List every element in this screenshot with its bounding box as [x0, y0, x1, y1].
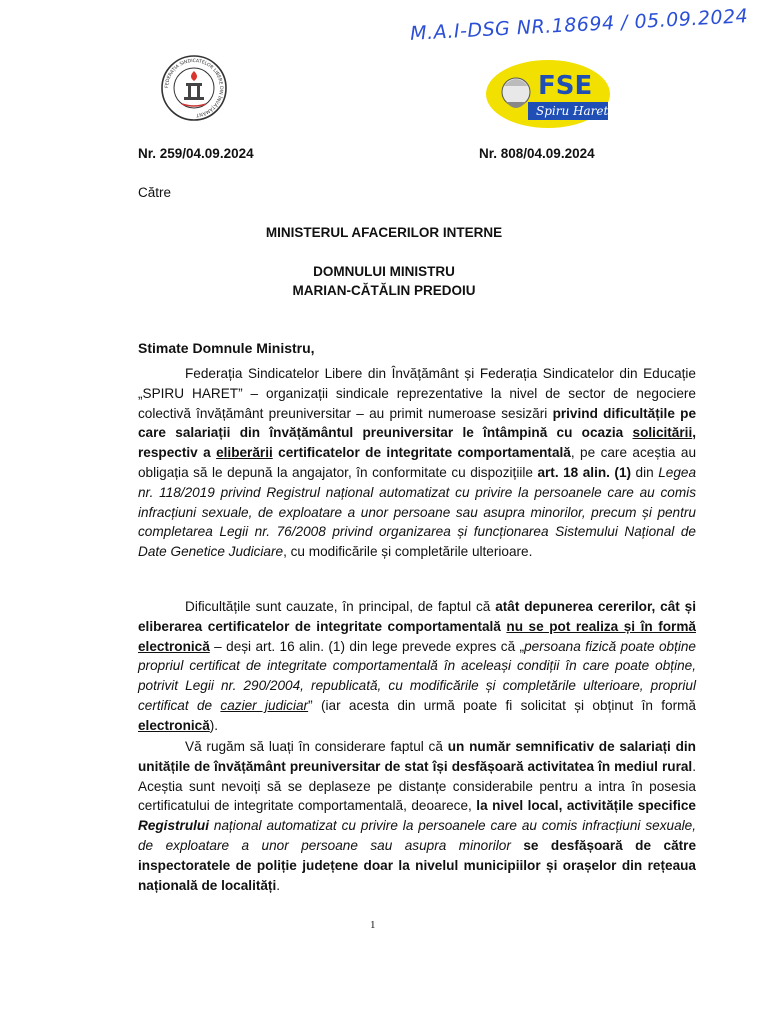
fse-spiru-haret-logo: [484, 58, 612, 130]
registry-number-left: Nr. 259/04.09.2024: [138, 146, 254, 161]
spiru-haret-text: Spiru Haret: [536, 104, 609, 118]
addressee-label: Către: [138, 185, 172, 200]
federation-seal-logo: [160, 54, 228, 122]
fse-text: FSE: [538, 71, 593, 101]
svg-text:FEDERAȚIA SINDICATELOR LIBERE: [164, 58, 224, 118]
salutation: Stimate Domnule Ministru,: [138, 340, 315, 356]
registry-number-right: Nr. 808/04.09.2024: [479, 146, 595, 161]
paragraph-3: Vă rugăm să luați în considerare faptul că un număr semnificativ de salariați din unitățile de învățământ preuniversitar de stat își desfășoară activitatea în mediul rural. Aceștia sunt nevoiți să se deplaseze pe distanțe considerabile pentru a intra în posesia certificatului de integritate comportamentală, deoarece, la nivel local, activitățile specifice Registrului național automatizat cu privire la persoanele care au comis infracțiuni sexuale, de exploatare a unor persoane sau asupra minorilor se desfășoară de către inspectoratele de poliție județene doar la nivelul municipiilor și orașelor din rețeaua națională de localități.: [138, 739, 697, 893]
recipient-title: DOMNULUI MINISTRU: [313, 264, 455, 279]
registration-stamp: M.A.I-DSG NR.18694 / 05.09.2024: [409, 5, 749, 45]
seal-ring-text: FEDERAȚIA SINDICATELOR LIBERE DIN ÎNVĂȚĂMÂNT: [164, 58, 224, 117]
recipient-name: MARIAN-CĂTĂLIN PREDOIU: [292, 283, 476, 298]
paragraph-1: Federația Sindicatelor Libere din Învățământ și Federația Sindicatelor din Educație „SPIRU HARET” – organizații sindicale reprezentative la nivel de sector de negociere colectivă învățământ preuniversitar – au primit numeroase sesizări privind dificultățile pe care salariații din învățământul preuniversitar le întâmpină cu ocazia solicitării, respectiv a eliberării certificatelor de integritate comportamentală, pe care aceștia au obligația să le depună la angajator, în conformitate cu dispozițiile art. 18 alin. (1) din Legea nr. 118/2019 privind Registrul național automatizat cu privire la persoanele care au comis infracțiuni sexuale, de exploatare a unor persoane sau asupra minorilor, precum și pentru completarea Legii nr. 76/2008 privind organizarea și funcționarea Sistemului Național de Date Genetice Judiciare, cu modificările și completările ulterioare.: [138, 366, 697, 560]
paragraph-2: Dificultățile sunt cauzate, în principal, de faptul că atât depunerea cererilor, cât și eliberarea certificatelor de integritate comportamentală nu se pot realiza și în formă electronică – deși art. 16 alin. (1) din lege prevede expres că „persoana fizică poate obține propriul certificat de integritate comportamentală în aceleași condiții în care poate obține, potrivit Legii nr. 290/2004, republicată, cu modificările și completările ulterioare, propriul certificat de cazier judiciar” (iar acesta din urmă poate fi solicitat și obținut în formă electronică).: [138, 599, 696, 733]
page-number: 1: [370, 919, 376, 931]
recipient-institution: MINISTERUL AFACERILOR INTERNE: [265, 225, 503, 240]
